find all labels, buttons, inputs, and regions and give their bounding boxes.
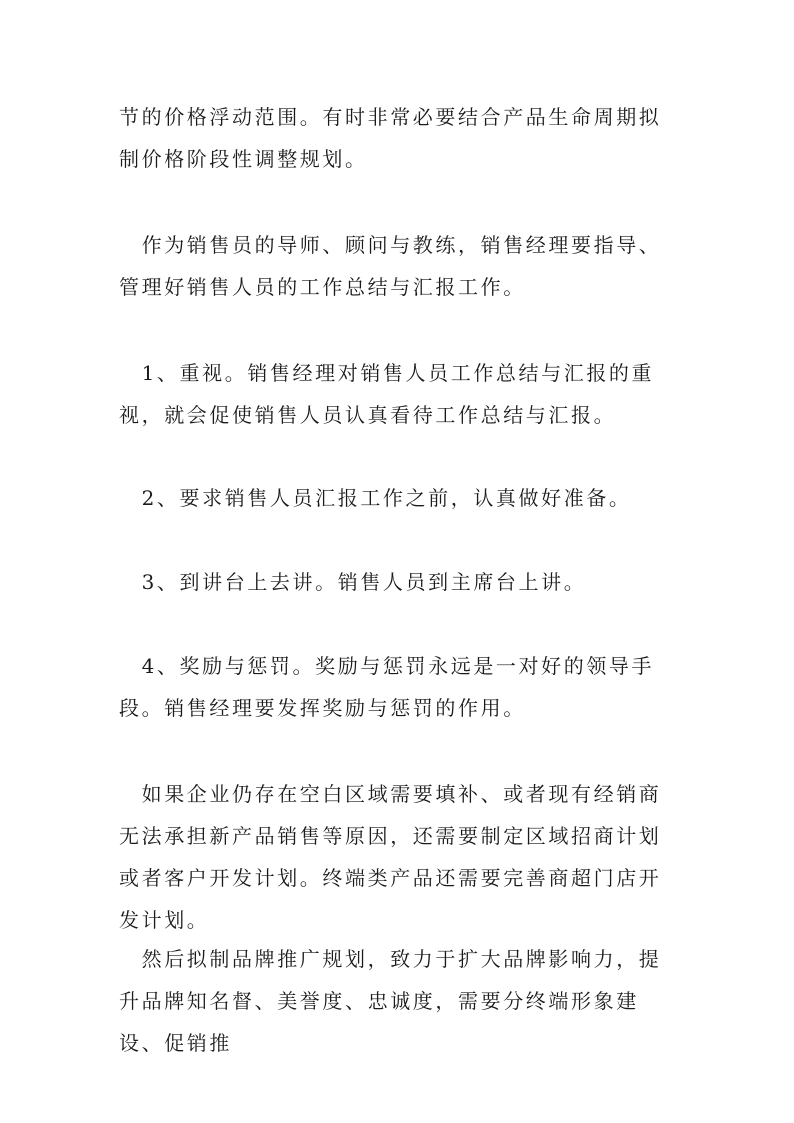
paragraph-sales-manager-role: 作为销售员的导师、顾问与教练，销售经理要指导、管理好销售人员的工作总结与汇报工作。: [119, 233, 662, 299]
paragraph-point-4: 4、奖励与惩罚。奖励与惩罚永远是一对好的领导手段。销售经理要发挥奖励与惩罚的作用。: [119, 654, 655, 720]
paragraph-recruitment-plan: 如果企业仍存在空白区域需要填补、或者现有经销商无法承担新产品销售等原因，还需要制定区域招商计划或者客户开发计划。终端类产品还需要完善商超门店开发计划。: [119, 782, 662, 932]
paragraph-point-1: 1、重视。销售经理对销售人员工作总结与汇报的重视，就会促使销售人员认真看待工作总结与汇报。: [119, 361, 655, 427]
paragraph-point-2: 2、要求销售人员汇报工作之前，认真做好准备。: [119, 486, 632, 510]
paragraph-point-3: 3、到讲台上去讲。销售人员到主席台上讲。: [119, 570, 587, 594]
paragraph-brand-promotion: 然后拟制品牌推广规划，致力于扩大品牌影响力，提升品牌知名督、美誉度、忠诚度，需要分终端形象建设、促销推: [119, 947, 662, 1055]
paragraph-price-range: 节的价格浮动范围。有时非常必要结合产品生命周期拟制价格阶段性调整规划。: [119, 105, 662, 171]
